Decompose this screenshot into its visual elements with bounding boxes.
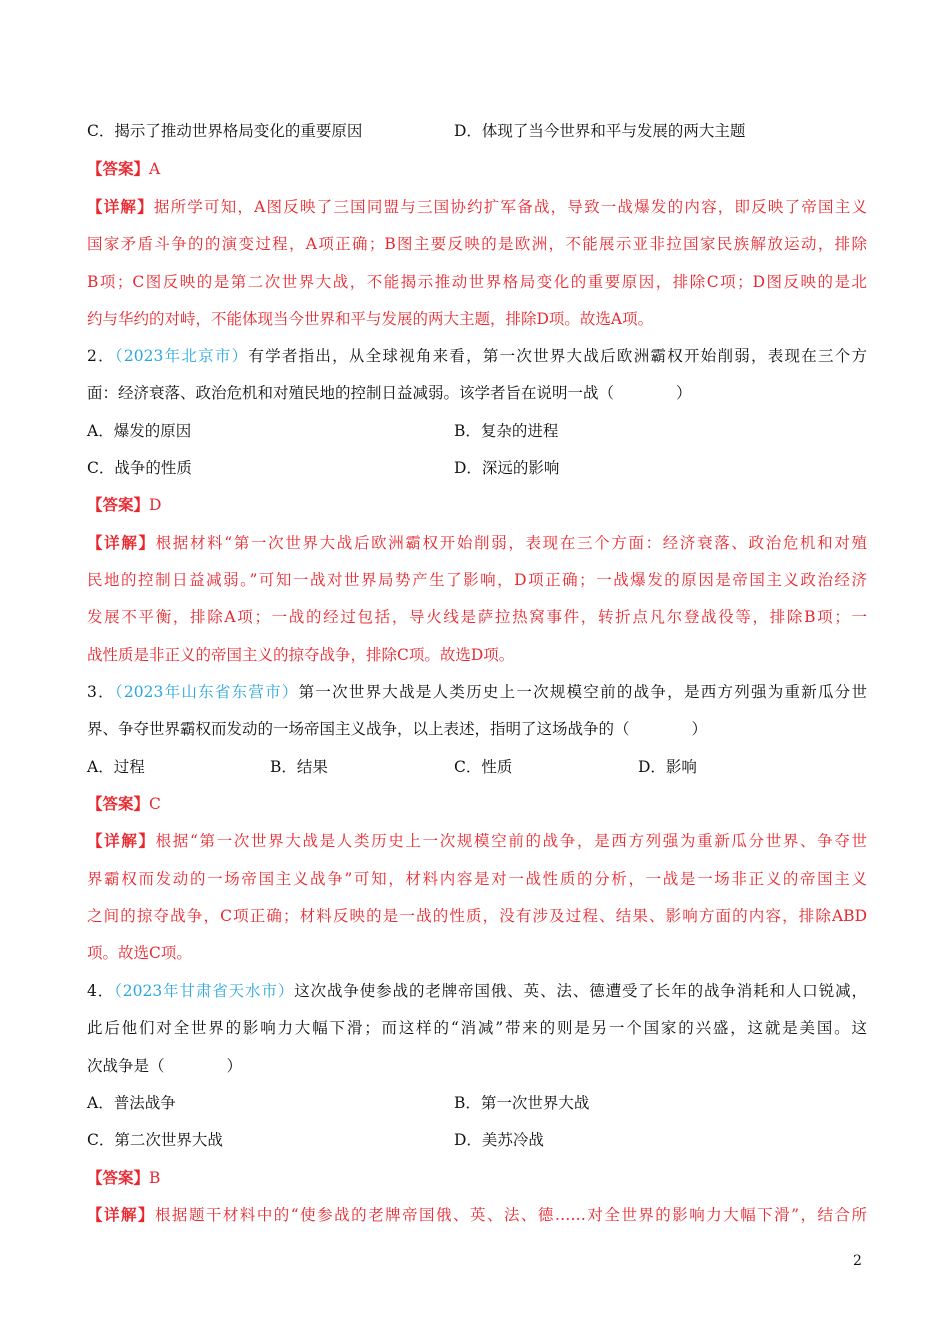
q2-answer xyxy=(87,493,867,517)
q3-detail-line-3: 之间的掠夺战争，C项正确；材料反映的是一战的性质，没有涉及过程、结果、影响方面的内容，排除ABD xyxy=(87,907,867,925)
answer-label: 【答案】 xyxy=(87,1168,150,1187)
question-source: （2023年北京市） xyxy=(114,347,249,365)
question-source: （2023年山东省东营市） xyxy=(114,683,299,701)
detail-label: 【详解】 xyxy=(87,1205,155,1224)
q4-detail-line-1: 【详解】根据题干材料中的“使参战的老牌帝国俄、英、法、德……对全世界的影响力大幅下滑”，结合所 xyxy=(87,1205,867,1224)
answer-label: 【答案】 xyxy=(87,495,150,514)
question-source: （2023年甘肃省天水市） xyxy=(114,982,295,1000)
q2-detail-line-3: 发展不平衡，排除A项；一战的经过包括，导火线是萨拉热窝事件，转折点凡尔登战役等，排除B项；一 xyxy=(87,608,867,626)
q3-detail-line-1: 【详解】根据“第一次世界大战是人类历史上一次规模空前的战争，是西方列强为重新瓜分世界、争夺世 xyxy=(87,831,867,850)
answer-label: 【答案】 xyxy=(87,159,150,178)
q3-detail-line-2: 界霸权而发动的一场帝国主义战争”可知，材料内容是对一战性质的分析，一战是一场非正义的帝国主义 xyxy=(87,870,867,888)
q3-stem-line-1: 3．（2023年山东省东营市）第一次世界大战是人类历史上一次规模空前的战争，是西方列强为重新瓜分世 xyxy=(87,683,867,701)
q3-stem-line-2: 界、争夺世界霸权而发动的一场帝国主义战争，以上表述，指明了这场战争的（ ） xyxy=(87,720,708,738)
q3-option-a: A．过程 xyxy=(87,758,145,776)
q1-detail-line-1: 【详解】据所学可知，A图反映了三国同盟与三国协约扩军备战，导致一战爆发的内容，即反映了帝国主义 xyxy=(87,197,867,216)
q2-detail-line-4: 战性质是非正义的帝国主义的掠夺战争，排除C项。故选D项。 xyxy=(87,646,515,664)
q4-stem-line-1: 4．（2023年甘肃省天水市）这次战争使参战的老牌帝国俄、英、法、德遭受了长年的战争消耗和人口锐减， xyxy=(87,982,867,1000)
q4-answer xyxy=(87,1166,867,1190)
detail-label: 【详解】 xyxy=(87,831,156,850)
answer-label: 【答案】 xyxy=(87,794,150,813)
q1-detail-line-3: B项；C图反映的是第二次世界大战，不能揭示推动世界格局变化的重要原因，排除C项；D图反映的是北 xyxy=(87,273,867,291)
q4-option-c: C．第二次世界大战 xyxy=(87,1131,223,1149)
page-number: 2 xyxy=(853,1253,862,1269)
question-number: 4． xyxy=(87,982,115,1000)
q3-answer xyxy=(87,792,867,816)
q3-option-b: B．结果 xyxy=(270,758,328,776)
answer-value: A xyxy=(149,160,161,178)
q1-option-c: C．揭示了推动世界格局变化的重要原因 xyxy=(87,122,363,140)
q3-option-c: C．性质 xyxy=(454,758,513,776)
q1-answer xyxy=(87,157,867,181)
q4-stem-line-2: 此后他们对全世界的影响力大幅下滑；而这样的“消减”带来的则是另一个国家的兴盛，这就是美国。这 xyxy=(87,1019,867,1037)
answer-value: B xyxy=(149,1169,161,1187)
q2-option-d: D．深远的影响 xyxy=(454,459,560,477)
q3-option-d: D．影响 xyxy=(638,758,697,776)
q2-option-b: B．复杂的进程 xyxy=(454,422,559,440)
q2-stem-line-2: 面：经济衰落、政治危机和对殖民地的控制日益减弱。该学者旨在说明一战（ ） xyxy=(87,384,692,402)
question-number: 3． xyxy=(87,683,115,701)
question-number: 2． xyxy=(87,347,115,365)
q4-option-d: D．美苏冷战 xyxy=(454,1131,544,1149)
q1-detail-line-2: 国家矛盾斗争的的演变过程，A项正确；B图主要反映的是欧洲，不能展示亚非拉国家民族解放运动，排除 xyxy=(87,235,867,253)
q4-option-a: A．普法战争 xyxy=(87,1094,176,1112)
answer-value: C xyxy=(149,795,161,813)
q4-option-b: B．第一次世界大战 xyxy=(454,1094,590,1112)
q2-detail-line-2: 民地的控制日益减弱。”可知一战对世界局势产生了影响，D项正确；一战爆发的原因是帝国主义政治经济 xyxy=(87,571,867,589)
q1-option-d: D．体现了当今世界和平与发展的两大主题 xyxy=(454,122,746,140)
answer-value: D xyxy=(149,496,162,514)
q1-detail-line-4: 约与华约的对峙，不能体现当今世界和平与发展的两大主题，排除D项。故选A项。 xyxy=(87,310,654,328)
q2-option-c: C．战争的性质 xyxy=(87,459,192,477)
detail-label: 【详解】 xyxy=(87,197,154,216)
detail-label: 【详解】 xyxy=(87,533,156,552)
q3-detail-line-4: 项。故选C项。 xyxy=(87,944,192,962)
q4-stem-line-3: 次战争是（ ） xyxy=(87,1057,243,1075)
q2-stem-line-1: 2．（2023年北京市）有学者指出，从全球视角来看，第一次世界大战后欧洲霸权开始削弱，表现在三个方 xyxy=(87,347,867,365)
q2-option-a: A．爆发的原因 xyxy=(87,422,192,440)
q2-detail-line-1: 【详解】根据材料“第一次世界大战后欧洲霸权开始削弱，表现在三个方面：经济衰落、政治危机和对殖 xyxy=(87,533,867,552)
